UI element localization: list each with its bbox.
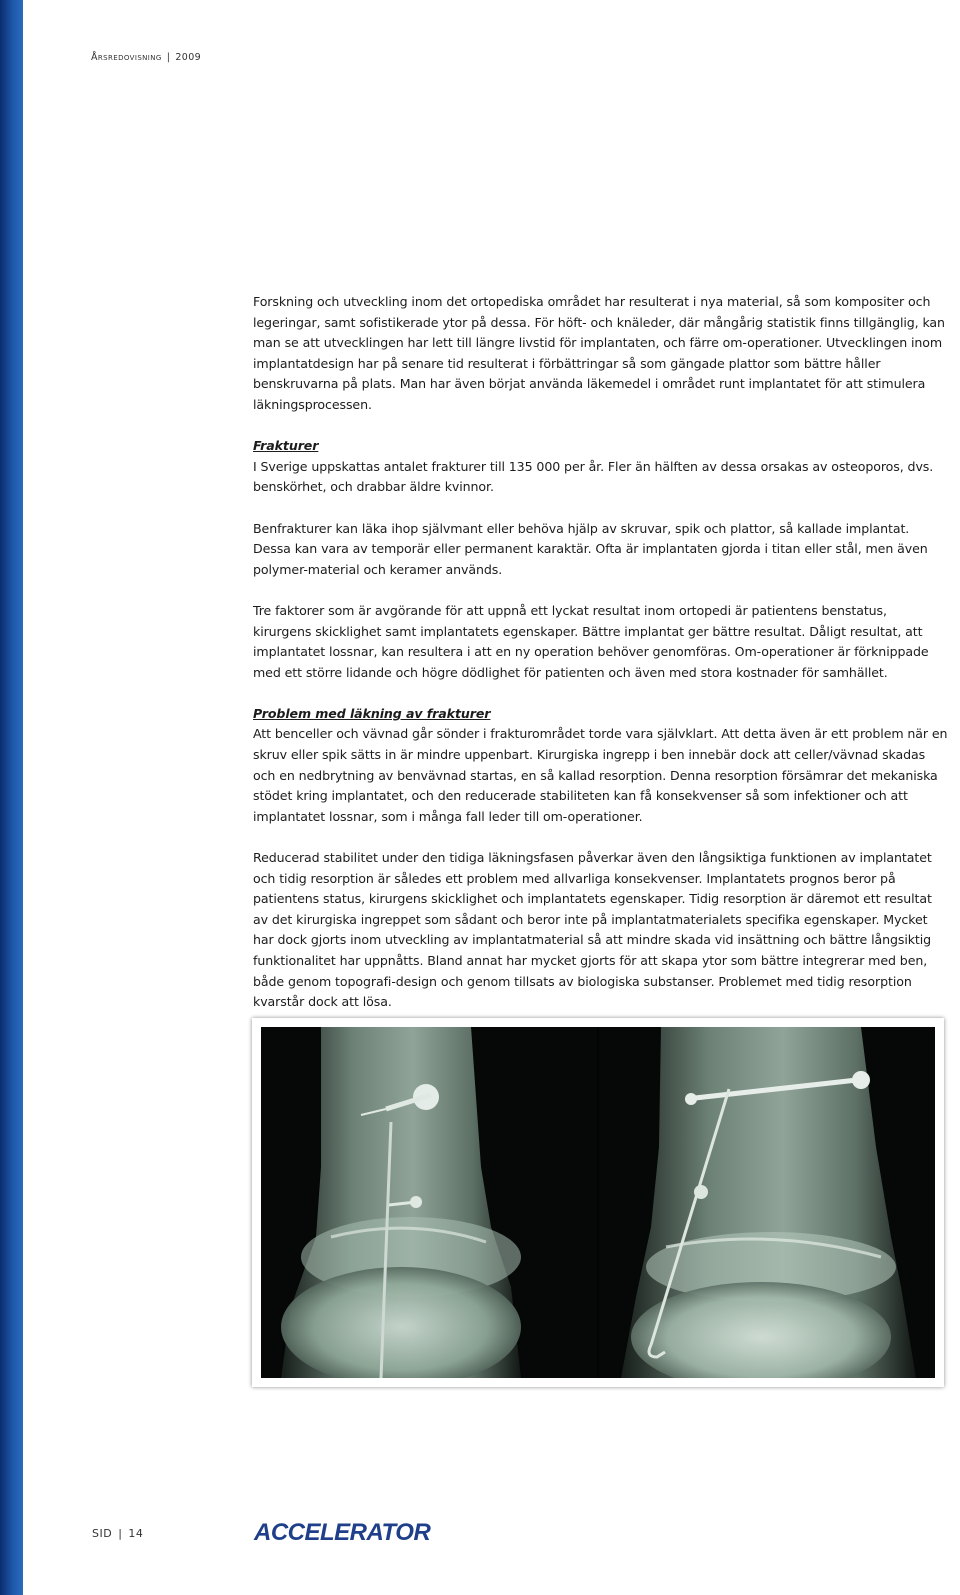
page-separator: |	[118, 1527, 123, 1540]
header-separator: |	[166, 52, 171, 63]
article-body	[253, 292, 949, 1033]
frakturer-paragraph-3: Tre faktorer som är avgörande för att uppnå ett lyckat resultat inom ortopedi är patientens benstatus, kirurgens skicklighet samt implantatets egenskaper. Bättre implantat ger bättre resultat. Dåligt resultat, att implantatet lossnar, kan resultera i att en ny operation behöver genomföras. Om-operationer är förknippade med ett större lidande och högre dödlighet för patienten och även med stora kostnader för samhället.	[253, 602, 929, 680]
header-report-title: Årsredovisning	[91, 52, 162, 63]
page-number-block	[92, 1527, 143, 1540]
running-header	[91, 52, 201, 63]
header-year: 2009	[175, 52, 202, 63]
page-number: 14	[128, 1527, 144, 1540]
section-heading-frakturer: Frakturer	[253, 438, 319, 454]
accelerator-logo: ACCELERATOR	[254, 1519, 431, 1546]
page-label: SID	[92, 1527, 113, 1540]
xray-image	[261, 1027, 935, 1378]
left-accent-bar	[0, 0, 23, 1595]
frakturer-paragraph-2: Benfrakturer kan läka ihop självmant eller behöva hjälp av skruvar, spik och plattor, så kallade implantat. Dessa kan vara av temporär eller permanent karaktär. Ofta är implantaten gjorda i titan eller stål, men även polymer-material och keramer används.	[253, 520, 928, 577]
problem-paragraph-1: Att benceller och vävnad går sönder i frakturområdet torde vara självklart. Att detta även är ett problem när en skruv eller spik sätts in är mindre uppenbart. Kirurgiska ingrepp i ben innebär dock att celler/vävnad skadas och en nedbrytning av benvävnad startas, en så kallad resorption. Denna resorption försämrar det mekaniska stödet kring implantatet, och den reducerade stabiliteten kan få konsekvenser så som infektioner och att implantatet lossnar, som i många fall leder till om-operationer.	[253, 726, 948, 824]
section-heading-problem: Problem med läkning av frakturer	[253, 705, 491, 721]
frakturer-paragraph-1: I Sverige uppskattas antalet frakturer till 135 000 per år. Fler än hälften av dessa orsakas av osteoporos, dvs. benskörhet, och drabbar äldre kvinnor.	[253, 458, 934, 495]
intro-paragraph: Forskning och utveckling inom det ortopediska området har resulterat i nya material, så som kompositer och legeringar, samt sofistikerade ytor på dessa. För höft- och knäleder, där mångårig statistik finns tillgänglig, kan man se att utvecklingen har lett till längre livstid för implantaten, och färre om-operationer. Utvecklingen inom implantatdesign har på senare tid resulterat i förbättringar så som gängade plattor som bättre håller benskruvarna på plats. Man har även börjat använda läkemedel i området runt implantatet för att stimulera läkningsprocessen.	[253, 294, 945, 412]
xray-figure	[252, 1018, 944, 1387]
problem-paragraph-2: Reducerad stabilitet under den tidiga läkningsfasen påverkar även den långsiktiga funktionen av implantatet och tidig resorption är således ett problem med allvarliga konsekvenser. Implantatets prognos beror på patientens status, kirurgens skicklighet och implantatets egenskaper. Tidig resorption är däremot ett resultat av det kirurgiska ingreppet som sådant och beror inte på implantatmaterialets specifika egenskaper. Mycket har dock gjorts inom utveckling av implantatmaterial så att mindre skada vid insättning och bättre långsiktig funktionalitet har uppnåtts. Bland annat har mycket gjorts för att skapa ytor som bättre integrerar med ben, både genom topografi-design och genom tillsats av biologiska substanser. Problemet med tidig resorption kvarstår dock att lösa.	[253, 850, 932, 1010]
